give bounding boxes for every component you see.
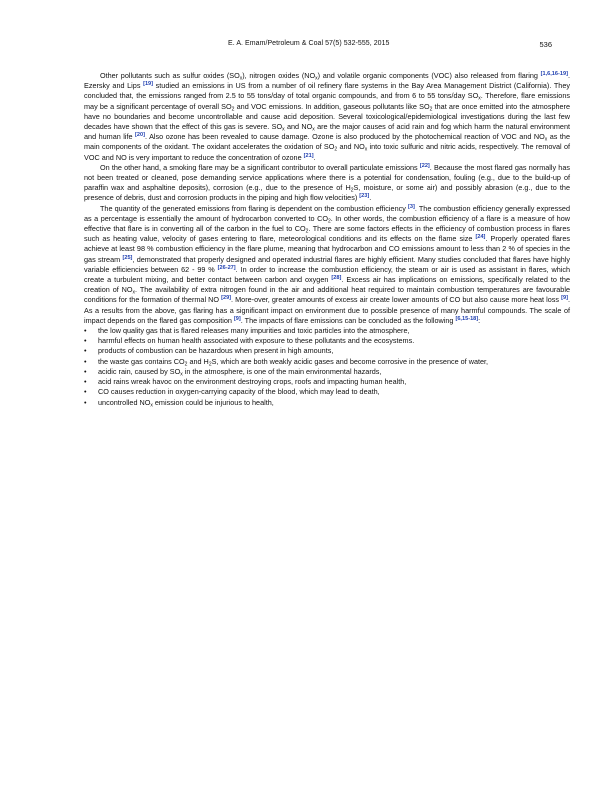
bullet-icon: • — [84, 397, 87, 407]
text-run: . Ezersky and Lips — [84, 71, 570, 91]
citation-link[interactable]: [19] — [143, 81, 154, 88]
bullet-icon: • — [84, 356, 87, 366]
article-body — [84, 71, 570, 408]
list-item — [84, 367, 570, 377]
text-run: and VOC emissions. In addition, gaseous pollutants like SO — [234, 101, 430, 111]
text-run: and H — [187, 356, 209, 366]
text-run: uncontrolled NO — [98, 397, 151, 407]
text-run: . — [369, 193, 372, 203]
subscript: 2 — [350, 187, 354, 194]
subscript: x — [312, 126, 315, 133]
text-run: . Because the most flared gas normally has not been treated or cleaned, pose demanding service applications where there is a potential for condensation, fouling (e.g., due to the build-up of paraffin wax and asphaltine deposits), corrosion (e.g., due to the presence of H — [84, 162, 570, 193]
citation-link[interactable]: [20] — [135, 132, 145, 139]
subscript: 2 — [231, 106, 235, 113]
impacts-list — [84, 326, 570, 408]
text-run: The quantity of the generated emissions from flaring is dependent on the combustion efficiency — [100, 203, 408, 213]
subscript: x — [478, 95, 481, 102]
citation-link[interactable]: [28] — [331, 275, 342, 282]
text-run: . The availability of extra nitrogen found in the air and additional heat required to maintain combustion temperatures are favourable conditions for the formation of thermal NO — [84, 285, 570, 305]
running-header — [228, 40, 552, 50]
text-run: Other pollutants such as sulfur oxides (SO — [100, 71, 240, 80]
text-run: On the other hand, a smoking flare may be a significant contributor to overall particulate emissions — [100, 162, 420, 172]
paragraph-combustion-efficiency — [84, 204, 570, 326]
text-run: are the major causes of acid rain and fog which harm the natural environment and human life — [84, 122, 570, 142]
text-run: the low quality gas that is flared releases many impurities and toxic particles into the atmosphere, — [98, 326, 410, 336]
citation-link[interactable]: [22] — [419, 162, 430, 169]
citation-link[interactable]: [1,6,16-19] — [540, 71, 568, 77]
subscript: x — [544, 136, 548, 143]
text-run: . Properly operated flares achieve at least 98 % combustion efficiency in the flare plume, meaning that hydrocarbon and CO emissions amount to less than 2 % of species in the gas stream — [84, 234, 570, 264]
text-run: acidic rain, caused by SO — [98, 366, 181, 376]
list-item — [84, 398, 570, 408]
bullet-icon: • — [84, 366, 87, 376]
text-run: the waste gas contains CO — [98, 356, 185, 366]
list-item — [84, 336, 570, 346]
text-run: S, moisture, or some air) and possibly abrasion (e.g., due to the presence of debris, dust and corrosion products in the piping and high flow velocities) — [84, 183, 570, 203]
citation-link[interactable]: [21] — [303, 152, 314, 159]
text-run: : — [478, 315, 481, 325]
citation-link[interactable]: [26-27] — [217, 264, 236, 271]
list-item — [84, 387, 570, 397]
text-run: . The combustion efficiency generally expressed as a percentage is essentially the amount of hydrocarbon converted to CO — [84, 203, 570, 223]
journal-citation: E. A. Emam/Petroleum & Coal 57(5) 532-555, 2015 — [228, 40, 390, 47]
text-run: emission could be injurious to health, — [152, 397, 274, 407]
text-run: . — [313, 152, 316, 162]
text-run: . Excess air has implications on emissions, specifically related to the creation of NO — [84, 275, 570, 295]
subscript: x — [364, 146, 368, 153]
subscript: x — [132, 289, 136, 296]
bullet-icon: • — [84, 377, 87, 387]
text-run: . As a results from the above, gas flaring has a significant impact on environment due to possible presence of many harmful compounds. The scale of impact depends on the flared gas composition — [84, 295, 570, 325]
citation-link[interactable]: [9] — [233, 315, 241, 322]
text-run: in the atmosphere, is one of the main environmental hazards, — [182, 366, 382, 376]
citation-link[interactable]: [23] — [359, 193, 370, 200]
subscript: 2 — [184, 361, 188, 368]
bullet-icon: • — [84, 336, 87, 346]
subscript: x — [180, 371, 183, 378]
bullet-icon: • — [84, 326, 87, 336]
citation-link[interactable]: [25] — [122, 254, 133, 261]
bullet-icon: • — [84, 387, 87, 397]
text-run: studied an emissions in US from a number of oil refinery flare systems in the Bay Area Management District (California). They concluded that, the emissions ranged from 2.5 to 55 tons/day of total organic compounds, and from 6 to 55 tons/day SO — [84, 81, 570, 101]
text-run: into toxic sulfuric and nitric acids, respectively. The removal of VOC and NO is very important to reduce the concentration of ozone — [84, 142, 571, 162]
text-run: products of combustion can be hazardous when present in high amounts, — [98, 346, 334, 356]
list-item — [84, 377, 570, 387]
subscript: x — [150, 402, 153, 408]
page-number: 536 — [539, 40, 552, 49]
text-run: . There are some factors effects in the efficiency of combustion process in flares such as heating value, velocity of gases entering to flare, meteorological conditions and its effects on the flame size — [84, 224, 570, 244]
text-run: . The impacts of flare emissions can be concluded as the following — [240, 315, 456, 325]
subscript: 2 — [327, 218, 331, 225]
text-run: that are once emitted into the atmosphere have no boundaries and become uncontrollable and cause acid deposition. Several toxicological/epidemiological investigations during the last few decades have shown that the effect of this gas is severe. SO — [84, 101, 570, 132]
text-run: and NO — [284, 122, 313, 132]
subscript: 2 — [305, 228, 309, 235]
citation-link[interactable]: [9] — [561, 295, 568, 302]
subscript: 2 — [208, 361, 212, 368]
text-run: . In order to increase the combustion efficiency, the steam or air is used as assistant in flares, which create a turbulent mixing, and better contact between carbon and oxygen — [84, 264, 570, 285]
subscript: 2 — [429, 106, 433, 113]
citation-link[interactable]: [6,15-18] — [455, 315, 479, 322]
paragraph-pollutants — [84, 71, 570, 163]
text-run: . More-over, greater amounts of excess air create lower amounts of CO but also cause more heat loss — [231, 295, 562, 305]
text-run: . In other words, the combustion efficiency of a flare is a measure of how effective that flare is in converting all of the carbon in the fuel to CO — [84, 213, 570, 234]
text-run: . Therefore, flare emissions may be a significant percentage of overall SO — [84, 91, 570, 111]
citation-link[interactable]: [3] — [408, 203, 415, 210]
text-run: as the main components of the oxidant. The oxidant accelerates the oxidation of SO — [84, 132, 570, 152]
citation-link[interactable]: [24] — [475, 234, 486, 241]
text-run: harmful effects on human health associated with exposure to these pollutants and the ecosystems. — [98, 336, 415, 346]
text-run: S, which are both weakly acidic gases and become corrosive in the presence of water, — [211, 356, 489, 366]
text-run: acid rains wreak havoc on the environment destroying crops, roofs and impacting human health, — [98, 377, 407, 387]
text-run: ), nitrogen oxides (NO — [242, 71, 316, 80]
subscript: x — [315, 75, 318, 82]
text-run: and NO — [337, 142, 365, 152]
text-run: CO causes reduction in oxygen-carrying capacity of the blood, which may lead to death, — [98, 387, 380, 397]
subscript: 2 — [334, 146, 338, 153]
list-item — [84, 326, 570, 336]
list-item — [84, 346, 570, 356]
paragraph-particulate-emissions — [84, 163, 570, 204]
text-run: . Also ozone has been revealed to cause damage. Ozone is also produced by the photochemical reaction of VOC and NO — [144, 132, 545, 142]
citation-link[interactable]: [29] — [221, 295, 232, 302]
bullet-icon: • — [84, 346, 87, 356]
subscript: x — [282, 126, 285, 133]
list-item — [84, 357, 570, 367]
subscript: x — [239, 75, 243, 82]
text-run: ) and volatile organic components (VOC) also released from flaring — [317, 71, 541, 80]
text-run: , demonstrated that properly designed and operated industrial flares are highly efficient. Many studies concluded that flares have highly variable efficiencies between 62 - 99 % — [84, 254, 571, 274]
